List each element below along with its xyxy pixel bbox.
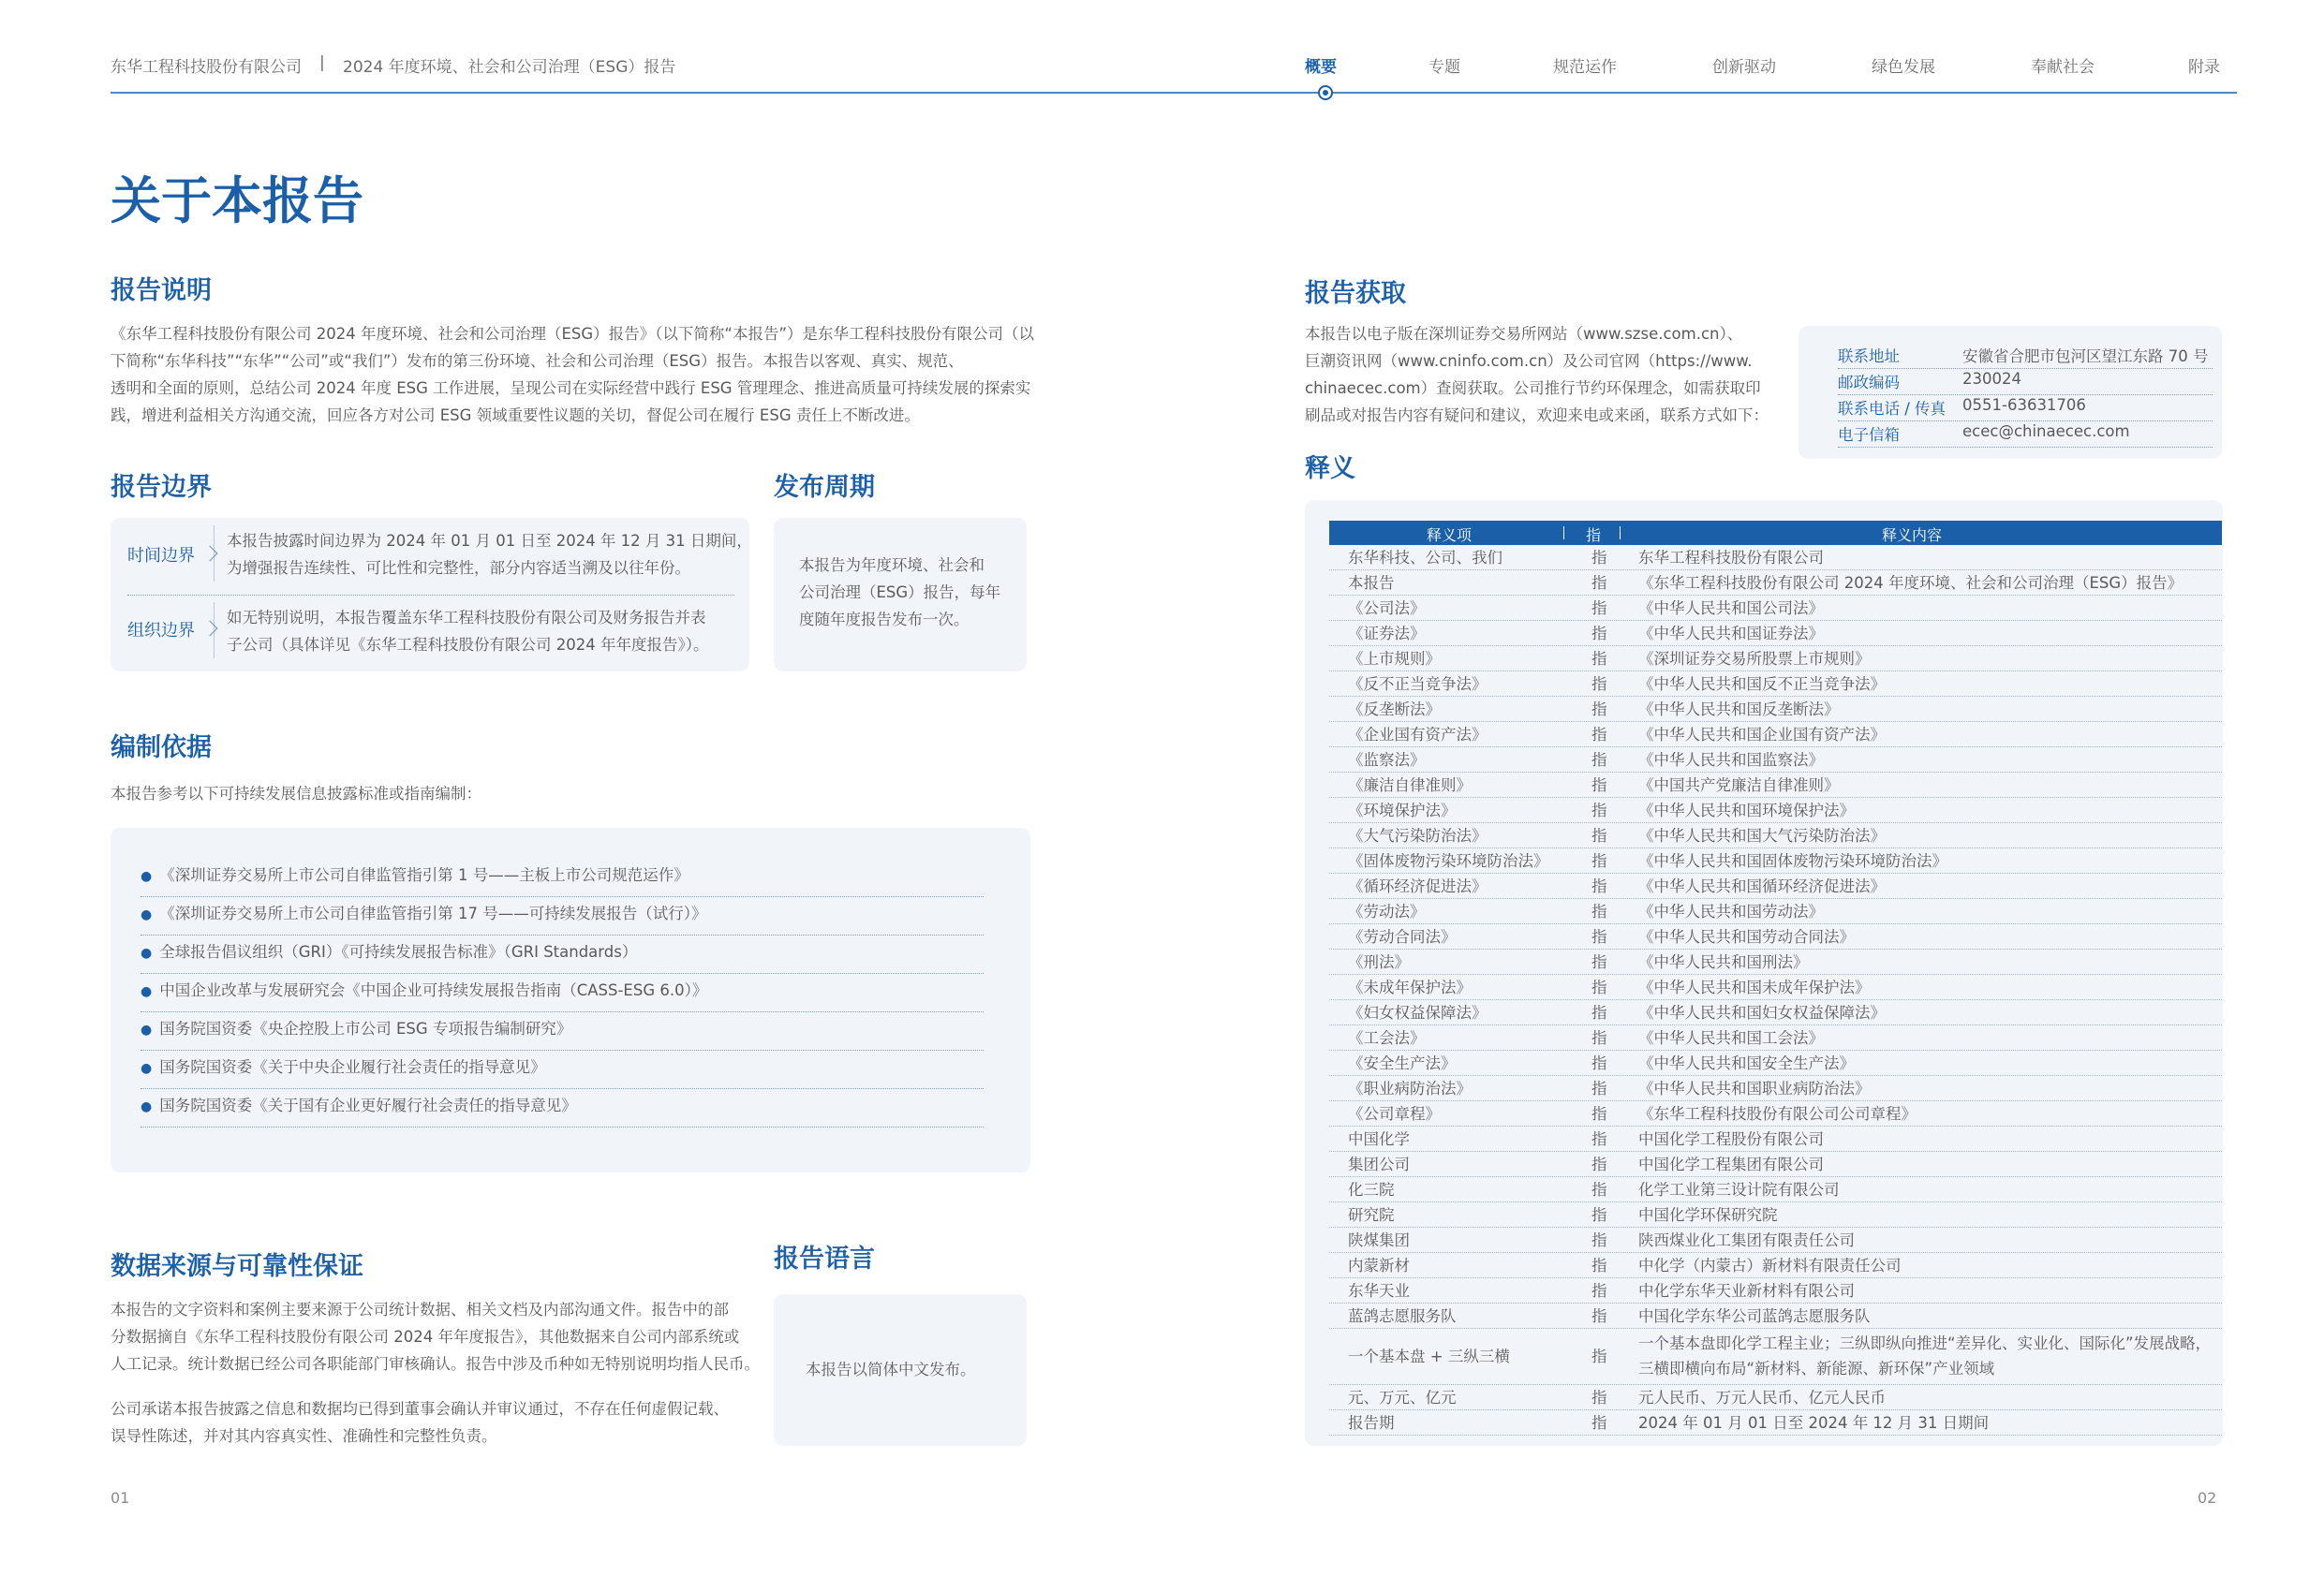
data-source-para2 — [111, 1395, 766, 1450]
nav-green[interactable]: 绿色发展 — [1872, 58, 1935, 77]
report-desc-line: 透明和全面的原则，总结公司 2024 年度 ESG 工作进展，呈现公司在实际经营中践行 ESG 管理理念、推进高质量可持续发展的探索实 — [111, 379, 1031, 397]
glossary-ref: 指 — [1591, 827, 1607, 845]
org-boundary-line: 子公司（具体详见《东华工程科技股份有限公司 2024 年年度报告》）。 — [227, 636, 709, 654]
glossary-definition — [1638, 899, 1824, 924]
contact-divider — [1838, 420, 2213, 421]
table-row — [1329, 747, 2222, 773]
glossary-title: 释义 — [1305, 454, 1355, 483]
glossary-definition-line: 《中华人民共和国大气污染防治法》 — [1638, 827, 1886, 845]
cycle-line: 公司治理（ESG）报告，每年 — [799, 583, 1001, 601]
glossary-term: 东华天业 — [1348, 1282, 1410, 1300]
org-boundary-text — [227, 604, 708, 658]
nav-innovation[interactable]: 创新驱动 — [1712, 58, 1776, 77]
glossary-header-term: 释义项 — [1427, 526, 1473, 544]
glossary-header-sep — [1620, 526, 1621, 539]
glossary-definition-line: 《中华人民共和国证券法》 — [1638, 625, 1824, 642]
table-row — [1329, 773, 2222, 798]
glossary-definition — [1638, 1076, 1871, 1101]
glossary-definition — [1638, 1228, 1855, 1253]
glossary-definition — [1638, 975, 1871, 1000]
glossary-ref: 指 — [1591, 1206, 1607, 1224]
chevron-right-icon — [202, 546, 218, 562]
list-item — [141, 974, 984, 1012]
table-row — [1329, 924, 2222, 950]
basis-item-text: 《深圳证券交易所上市公司自律监管指引第 17 号——可持续发展报告（试行）》 — [159, 905, 707, 922]
report-desc-text — [111, 320, 1047, 429]
basis-item-text: 国务院国资委《关于中央企业履行社会责任的指导意见》 — [159, 1058, 546, 1076]
nav-overview[interactable]: 概要 — [1305, 58, 1337, 77]
glossary-definition — [1638, 874, 1886, 899]
glossary-term: 研究院 — [1348, 1206, 1395, 1224]
table-row — [1329, 1304, 2222, 1329]
glossary-term: 中国化学 — [1348, 1130, 1410, 1148]
contact-key: 联系地址 — [1838, 347, 1900, 365]
glossary-definition-line: 东华工程科技股份有限公司 — [1638, 549, 1824, 567]
glossary-ref: 指 — [1591, 1307, 1607, 1325]
glossary-definition-line: 《中华人民共和国企业国有资产法》 — [1638, 726, 1886, 744]
glossary-definition — [1638, 596, 1824, 621]
glossary-term: 《反垄断法》 — [1348, 700, 1441, 718]
cycle-title: 发布周期 — [774, 473, 875, 502]
glossary-ref: 指 — [1591, 1257, 1607, 1275]
bullet-icon: ● — [141, 907, 153, 922]
cycle-card — [774, 518, 1027, 671]
glossary-definition — [1638, 1278, 1855, 1304]
glossary-ref: 指 — [1591, 903, 1607, 921]
glossary-definition — [1638, 1177, 1840, 1202]
glossary-definition-line: 《东华工程科技股份有限公司公司章程》 — [1638, 1105, 1917, 1123]
glossary-term: 《安全生产法》 — [1348, 1054, 1457, 1072]
glossary-term: 报告期 — [1348, 1414, 1395, 1432]
glossary-definition — [1638, 1127, 1824, 1152]
table-row — [1329, 1202, 2222, 1228]
glossary-definition-line: 《深圳证券交易所股票上市规则》 — [1638, 650, 1871, 668]
basis-item-text: 国务院国资委《关于国有企业更好履行社会责任的指导意见》 — [159, 1097, 577, 1114]
language-card — [774, 1294, 1027, 1446]
table-row — [1329, 697, 2222, 722]
glossary-ref: 指 — [1591, 1080, 1607, 1098]
glossary-definition — [1638, 646, 1871, 671]
contact-divider — [1838, 394, 2213, 395]
glossary-term: 《劳动合同法》 — [1348, 928, 1457, 946]
table-row — [1329, 722, 2222, 747]
header-separator: | — [319, 53, 325, 72]
glossary-definition — [1638, 848, 1947, 874]
boundary-title: 报告边界 — [111, 473, 212, 502]
table-row — [1329, 646, 2222, 671]
glossary-definition-line: 中国化学环保研究院 — [1638, 1206, 1778, 1224]
glossary-definition — [1638, 1152, 1824, 1177]
glossary-ref: 指 — [1591, 1282, 1607, 1300]
data-source-para1 — [111, 1296, 766, 1378]
basis-item-text: 全球报告倡议组织（GRI）《可持续发展报告标准》（GRI Standards） — [159, 943, 638, 961]
boundary-card — [111, 518, 752, 671]
glossary-term: 《工会法》 — [1348, 1029, 1426, 1047]
glossary-definition-line: 《中华人民共和国环境保护法》 — [1638, 802, 1855, 819]
page-number-right: 02 — [2198, 1489, 2217, 1507]
glossary-definition-line: 中国化学工程集团有限公司 — [1638, 1156, 1824, 1173]
glossary-definition-line: 元人民币、万元人民币、亿元人民币 — [1638, 1389, 1886, 1407]
glossary-ref: 指 — [1591, 1389, 1607, 1407]
glossary-term: 《刑法》 — [1348, 953, 1410, 971]
glossary-ref: 指 — [1591, 625, 1607, 642]
glossary-ref: 指 — [1591, 1231, 1607, 1249]
glossary-term: 《劳动法》 — [1348, 903, 1426, 921]
glossary-definition — [1638, 924, 1855, 950]
glossary-term: 《反不正当竞争法》 — [1348, 675, 1488, 693]
report-desc-line: 《东华工程科技股份有限公司 2024 年度环境、社会和公司治理（ESG）报告》（以下简称“本报告”）是东华工程科技股份有限公司（以 — [111, 325, 1035, 343]
contact-divider — [1838, 368, 2213, 369]
glossary-ref: 指 — [1591, 599, 1607, 617]
glossary-ref: 指 — [1591, 1130, 1607, 1148]
table-row — [1329, 671, 2222, 697]
glossary-definition-line: 《中华人民共和国妇女权益保障法》 — [1638, 1004, 1886, 1022]
glossary-term: 《妇女权益保障法》 — [1348, 1004, 1488, 1022]
glossary-term: 《廉洁自律准则》 — [1348, 776, 1472, 794]
glossary-term: 元、万元、亿元 — [1348, 1389, 1457, 1407]
page-number-left: 01 — [111, 1489, 130, 1507]
glossary-ref: 指 — [1591, 700, 1607, 718]
glossary-term: 《证券法》 — [1348, 625, 1426, 642]
glossary-definition — [1638, 1101, 1917, 1127]
glossary-ref: 指 — [1591, 751, 1607, 769]
glossary-definition — [1638, 722, 1886, 747]
glossary-definition-line: 《中华人民共和国固体废物污染环境防治法》 — [1638, 852, 1947, 870]
contact-value: 安徽省合肥市包河区望江东路 70 号 — [1962, 347, 2209, 365]
org-boundary-label: 组织边界 — [127, 621, 195, 641]
glossary-term: 《职业病防治法》 — [1348, 1080, 1472, 1098]
glossary-term: 一个基本盘 + 三纵三横 — [1348, 1348, 1510, 1365]
access-text — [1305, 320, 1792, 429]
glossary-header-def: 释义内容 — [1882, 526, 1943, 544]
report-desc-line: 下简称“东华科技”“东华”“公司”或“我们”）发布的第三份环境、社会和公司治理（ESG）报告。本报告以客观、真实、规范、 — [111, 352, 964, 370]
basis-intro: 本报告参考以下可持续发展信息披露标准或指南编制： — [111, 785, 481, 803]
glossary-definition-line: 《中华人民共和国劳动合同法》 — [1638, 928, 1855, 946]
data-source-line: 公司承诺本报告披露之信息和数据均已得到董事会确认并审议通过，不存在任何虚假记载、 — [111, 1400, 729, 1418]
glossary-definition-line: 中化学（内蒙古）新材料有限责任公司 — [1638, 1257, 1902, 1275]
glossary-ref: 指 — [1591, 549, 1607, 567]
glossary-term: 《循环经济促进法》 — [1348, 877, 1488, 895]
header-company: 东华工程科技股份有限公司 — [111, 58, 302, 77]
top-nav — [0, 53, 2324, 76]
glossary-definition — [1638, 747, 1824, 773]
glossary-definition — [1638, 798, 1855, 823]
glossary-definition-line: 《中华人民共和国工会法》 — [1638, 1029, 1824, 1047]
glossary-definition — [1638, 621, 1824, 646]
glossary-ref: 指 — [1591, 1348, 1607, 1365]
basis-title: 编制依据 — [111, 733, 212, 762]
table-row — [1329, 1051, 2222, 1076]
glossary-definition-line: 《中华人民共和国刑法》 — [1638, 953, 1809, 971]
glossary-definition-line: 《中华人民共和国循环经济促进法》 — [1638, 877, 1886, 895]
glossary-ref: 指 — [1591, 953, 1607, 971]
contact-row-email — [1838, 422, 2213, 449]
glossary-definition — [1638, 823, 1886, 848]
report-desc-line: 践，增进利益相关方沟通交流，回应各方对公司 ESG 领域重要性议题的关切，督促公司在履行 ESG 责任上不断改进。 — [111, 406, 920, 424]
glossary-definition — [1638, 545, 1824, 570]
nav-appendix[interactable]: 附录 — [2188, 58, 2220, 77]
table-row — [1329, 1278, 2222, 1304]
boundary-separator — [127, 595, 734, 596]
language-title: 报告语言 — [774, 1245, 875, 1274]
glossary-term: 本报告 — [1348, 574, 1395, 592]
glossary-ref: 指 — [1591, 802, 1607, 819]
glossary-term: 东华科技、公司、我们 — [1348, 549, 1502, 567]
glossary-term: 蓝鸽志愿服务队 — [1348, 1307, 1457, 1325]
data-source-line: 本报告的文字资料和案例主要来源于公司统计数据、相关文档及内部沟通文件。报告中的部 — [111, 1301, 729, 1319]
glossary-definition-line: 2024 年 01 月 01 日至 2024 年 12 月 31 日期间 — [1638, 1414, 1990, 1432]
glossary-ref: 指 — [1591, 1156, 1607, 1173]
glossary-term: 《未成年保护法》 — [1348, 979, 1472, 996]
glossary-definition — [1638, 697, 1840, 722]
access-line: 本报告以电子版在深圳证券交易所网站（www.szse.com.cn）、 — [1305, 325, 1743, 343]
glossary-term: 《上市规则》 — [1348, 650, 1441, 668]
glossary-definition-line: 《中华人民共和国反不正当竞争法》 — [1638, 675, 1886, 693]
data-source-line: 人工记录。统计数据已经公司各职能部门审核确认。报告中涉及币种如无特别说明均指人民币。 — [111, 1355, 760, 1373]
glossary-definition — [1638, 773, 1840, 798]
glossary-definition-line: 《中华人民共和国公司法》 — [1638, 599, 1824, 617]
glossary-term: 《公司章程》 — [1348, 1105, 1441, 1123]
glossary-term: 陕煤集团 — [1348, 1231, 1410, 1249]
glossary-definition-line: 《东华工程科技股份有限公司 2024 年度环境、社会和公司治理（ESG）报告》 — [1638, 574, 2183, 592]
page-title: 关于本报告 — [111, 171, 363, 230]
list-item — [141, 859, 984, 897]
bullet-icon: ● — [141, 1023, 153, 1038]
contact-key: 邮政编码 — [1838, 374, 1900, 391]
table-row — [1329, 1076, 2222, 1101]
contact-key: 联系电话 / 传真 — [1838, 400, 1947, 418]
cycle-line: 度随年度报告发布一次。 — [799, 611, 970, 628]
access-line: 刷品或对报告内容有疑问和建议，欢迎来电或来函，联系方式如下： — [1305, 406, 1769, 424]
nav-active-indicator — [1318, 85, 1333, 100]
basis-item-text: 《深圳证券交易所上市公司自律监管指引第 1 号——主板上市公司规范运作》 — [159, 866, 689, 884]
report-desc-title: 报告说明 — [111, 276, 212, 305]
access-line: 巨潮资讯网（www.cninfo.com.cn）及公司官网（https://www. — [1305, 352, 1753, 370]
glossary-term: 《企业国有资产法》 — [1348, 726, 1488, 744]
table-row — [1329, 1127, 2222, 1152]
glossary-header-sep — [1563, 526, 1564, 539]
glossary-definition-line: 中国化学东华公司蓝鸽志愿服务队 — [1638, 1307, 1871, 1325]
contact-row-address — [1838, 344, 2213, 370]
table-row — [1329, 1177, 2222, 1202]
list-item — [141, 1089, 984, 1127]
basis-item-text: 中国企业改革与发展研究会《中国企业可持续发展报告指南（CASS-ESG 6.0）》 — [159, 981, 708, 999]
glossary-term: 化三院 — [1348, 1181, 1395, 1199]
nav-society[interactable]: 奉献社会 — [2031, 58, 2095, 77]
table-row — [1329, 545, 2222, 570]
data-source-line: 分数据摘自《东华工程科技股份有限公司 2024 年年度报告》，其他数据来自公司内部系统或 — [111, 1328, 740, 1346]
glossary-term: 《固体废物污染环境防治法》 — [1348, 852, 1549, 870]
contact-divider — [1838, 447, 2213, 448]
time-boundary-text — [227, 527, 752, 582]
list-item — [141, 897, 984, 936]
table-row — [1329, 570, 2222, 596]
glossary-definition-line: 中国化学工程股份有限公司 — [1638, 1130, 1824, 1148]
glossary-ref: 指 — [1591, 1054, 1607, 1072]
glossary-ref: 指 — [1591, 1029, 1607, 1047]
table-row — [1329, 1385, 2222, 1410]
table-row — [1329, 596, 2222, 621]
table-row — [1329, 899, 2222, 924]
glossary-definition — [1638, 1051, 1855, 1076]
glossary-ref: 指 — [1591, 877, 1607, 895]
glossary-term: 内蒙新材 — [1348, 1257, 1410, 1275]
nav-governance[interactable]: 规范运作 — [1553, 58, 1617, 77]
glossary-definition-line: 《中华人民共和国安全生产法》 — [1638, 1054, 1855, 1072]
glossary-term: 《监察法》 — [1348, 751, 1426, 769]
bullet-icon: ● — [141, 1099, 153, 1114]
glossary-ref: 指 — [1591, 1181, 1607, 1199]
glossary-definition — [1638, 1385, 1886, 1410]
glossary-ref: 指 — [1591, 650, 1607, 668]
glossary-ref: 指 — [1591, 852, 1607, 870]
glossary-definition-line: 三横即横向布局“新材料、新能源、新环保”产业领域 — [1638, 1360, 1995, 1378]
table-row — [1329, 621, 2222, 646]
list-item — [141, 936, 984, 974]
table-row — [1329, 1000, 2222, 1025]
header-report-title: 2024 年度环境、社会和公司治理（ESG）报告 — [343, 58, 676, 77]
table-row — [1329, 950, 2222, 975]
glossary-term: 《公司法》 — [1348, 599, 1426, 617]
org-boundary-line: 如无特别说明，本报告覆盖东华工程科技股份有限公司及财务报告并表 — [227, 609, 706, 626]
bullet-icon: ● — [141, 984, 153, 999]
glossary-ref: 指 — [1591, 776, 1607, 794]
chevron-right-icon — [202, 621, 218, 637]
table-row — [1329, 1410, 2222, 1436]
list-item — [141, 1051, 984, 1089]
table-row — [1329, 874, 2222, 899]
table-row — [1329, 798, 2222, 823]
glossary-header — [1329, 521, 2222, 545]
header-divider — [111, 92, 2237, 94]
glossary-definition-line: 陕西煤业化工集团有限责任公司 — [1638, 1231, 1855, 1249]
glossary-definition-line: 一个基本盘即化学工程主业；三纵即纵向推进“差异化、实业化、国际化”发展战略， — [1638, 1334, 2212, 1352]
table-row — [1329, 823, 2222, 848]
glossary-ref: 指 — [1591, 726, 1607, 744]
table-row — [1329, 1253, 2222, 1278]
contact-value: 0551-63631706 — [1962, 396, 2086, 414]
contact-value[interactable]: ecec@chinaecec.com — [1962, 422, 2130, 440]
contact-row-postcode — [1838, 370, 2213, 396]
glossary-definition — [1638, 1410, 1989, 1436]
glossary-definition — [1638, 1304, 1871, 1329]
table-row — [1329, 1101, 2222, 1127]
glossary-term: 《大气污染防治法》 — [1348, 827, 1488, 845]
nav-topics[interactable]: 专题 — [1428, 58, 1460, 77]
contact-key: 电子信箱 — [1838, 426, 1900, 444]
glossary-ref: 指 — [1591, 928, 1607, 946]
cycle-text — [799, 552, 1014, 633]
data-source-title: 数据来源与可靠性保证 — [111, 1252, 363, 1281]
glossary-ref: 指 — [1591, 574, 1607, 592]
glossary-definition-line: 《中华人民共和国职业病防治法》 — [1638, 1080, 1871, 1098]
basis-item-text: 国务院国资委《央企控股上市公司 ESG 专项报告编制研究》 — [159, 1020, 572, 1038]
time-boundary-line: 为增强报告连续性、可比性和完整性，部分内容适当溯及以往年份。 — [227, 559, 690, 577]
glossary-definition — [1638, 950, 1809, 975]
contact-value: 230024 — [1962, 370, 2021, 388]
language-text: 本报告以简体中文发布。 — [806, 1361, 976, 1378]
table-row — [1329, 1329, 2222, 1385]
glossary-definition-line: 《中华人民共和国反垄断法》 — [1638, 700, 1840, 718]
glossary-definition — [1638, 671, 1886, 697]
table-row — [1329, 1025, 2222, 1051]
glossary-definition-line: 化学工业第三设计院有限公司 — [1638, 1181, 1840, 1199]
time-boundary-label: 时间边界 — [127, 546, 195, 566]
data-source-line: 误导性陈述，并对其内容真实性、准确性和完整性负责。 — [111, 1427, 497, 1445]
glossary-definition-line: 《中华人民共和国劳动法》 — [1638, 903, 1824, 921]
table-row — [1329, 1228, 2222, 1253]
time-boundary-line: 本报告披露时间边界为 2024 年 01 月 01 日至 2024 年 12 月 31 日期间， — [227, 532, 752, 550]
table-row — [1329, 975, 2222, 1000]
glossary-definition — [1638, 1253, 1902, 1278]
glossary-ref: 指 — [1591, 675, 1607, 693]
glossary-definition-line: 《中华人民共和国监察法》 — [1638, 751, 1824, 769]
glossary-definition — [1638, 1000, 1886, 1025]
glossary-definition-line: 《中华人民共和国未成年保护法》 — [1638, 979, 1871, 996]
cycle-line: 本报告为年度环境、社会和 — [799, 556, 984, 574]
glossary-header-ref: 指 — [1586, 526, 1602, 544]
glossary-term: 《环境保护法》 — [1348, 802, 1457, 819]
bullet-icon: ● — [141, 869, 153, 884]
access-title: 报告获取 — [1305, 279, 1406, 308]
glossary-definition-line: 《中国共产党廉洁自律准则》 — [1638, 776, 1840, 794]
glossary-ref: 指 — [1591, 1004, 1607, 1022]
glossary-definition — [1638, 1331, 2211, 1381]
bullet-icon: ● — [141, 1061, 153, 1076]
list-item — [141, 1012, 984, 1051]
contact-row-phone — [1838, 396, 2213, 422]
glossary-definition — [1638, 1025, 1824, 1051]
glossary-term: 集团公司 — [1348, 1156, 1410, 1173]
glossary-definition — [1638, 1202, 1778, 1228]
access-line: chinaecec.com）查阅获取。公司推行节约环保理念，如需获取印 — [1305, 379, 1761, 397]
glossary-definition — [1638, 570, 2183, 596]
glossary-definition-line: 中化学东华天业新材料有限公司 — [1638, 1282, 1855, 1300]
table-row — [1329, 848, 2222, 874]
bullet-icon: ● — [141, 946, 153, 961]
glossary-ref: 指 — [1591, 979, 1607, 996]
table-row — [1329, 1152, 2222, 1177]
glossary-ref: 指 — [1591, 1414, 1607, 1432]
glossary-ref: 指 — [1591, 1105, 1607, 1123]
